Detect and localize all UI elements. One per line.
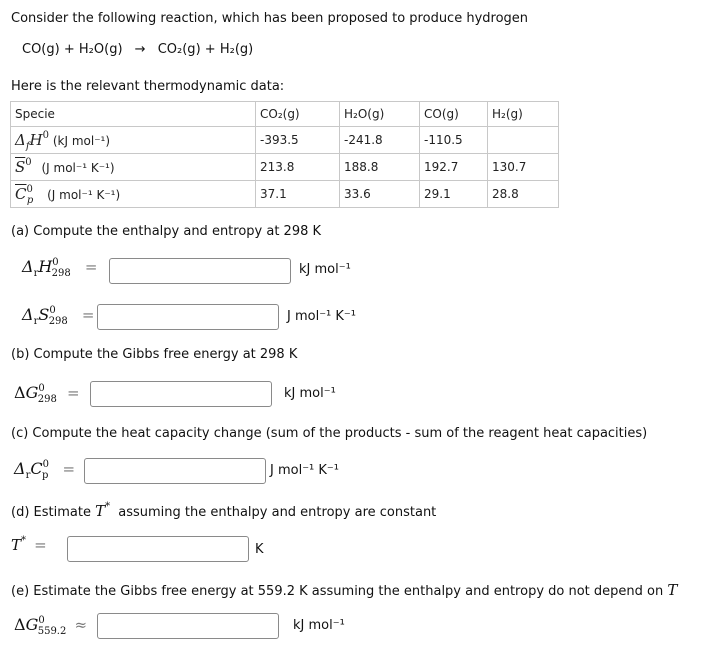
table-cell: -110.5 (420, 127, 488, 154)
entropy-symbol: $\Delta_rS^0_{298}$ = (22, 305, 95, 327)
table-cell: -241.8 (340, 127, 420, 154)
table-cell: 188.8 (340, 154, 420, 181)
table-cell: 37.1 (256, 181, 340, 208)
product-h2: H₂(g) (219, 42, 254, 57)
heat-capacity-input[interactable] (84, 458, 266, 484)
row-label-enthalpy: $\Delta_fH^0$ (kJ mol⁻¹) (11, 127, 256, 154)
part-e-text-body: (e) Estimate the Gibbs free energy at 559.2 K assuming the enthalpy and entropy do not depend on (11, 584, 664, 599)
part-b-text: (b) Compute the Gibbs free energy at 298 K (11, 347, 298, 362)
gibbs-559-symbol: $\Delta G^0_{559.2}$ ≈ (14, 615, 88, 637)
t-star-symbol: T* = (11, 535, 47, 554)
intro-text: Consider the following reaction, which has been proposed to produce hydrogen (11, 11, 529, 26)
enthalpy-input[interactable] (109, 258, 291, 284)
table-cell: 28.8 (488, 181, 559, 208)
heat-capacity-unit: J mol⁻¹ K⁻¹ (270, 463, 339, 478)
table-cell: 130.7 (488, 154, 559, 181)
entropy-input[interactable] (97, 304, 279, 330)
heat-capacity-symbol: $\Delta_rC^0_p$ = (14, 459, 76, 481)
table-header-row (11, 102, 559, 127)
reactant-co: CO(g) (22, 42, 60, 57)
plus-sign: + (204, 42, 216, 57)
part-d-text-pre: (d) Estimate (11, 505, 91, 520)
table-row (11, 181, 559, 208)
table-row (11, 154, 559, 181)
table-header-cell: CO₂(g) (256, 102, 340, 127)
part-d-text: (d) Estimate T* assuming the enthalpy and entropy are constant (11, 501, 437, 520)
part-d-text-post: assuming the enthalpy and entropy are constant (118, 505, 437, 520)
t-star-input[interactable] (67, 536, 249, 562)
table-cell: -393.5 (256, 127, 340, 154)
gibbs-298-input[interactable] (90, 381, 272, 407)
table-row (11, 127, 559, 154)
enthalpy-unit: kJ mol⁻¹ (299, 262, 351, 277)
enthalpy-symbol: $\Delta_rH^0_{298}$ = (22, 257, 98, 279)
table-cell: 192.7 (420, 154, 488, 181)
data-intro: Here is the relevant thermodynamic data: (11, 79, 285, 94)
table-cell: 213.8 (256, 154, 340, 181)
part-a-text: (a) Compute the enthalpy and entropy at 298 K (11, 224, 322, 239)
row-label-heat-capacity: $\overline{C}^0_p$ (J mol⁻¹ K⁻¹) (11, 181, 256, 208)
part-e-text: (e) Estimate the Gibbs free energy at 559.2 K assuming the enthalpy and entropy do not depend on T (11, 581, 678, 599)
row-label-unit: (J mol⁻¹ K⁻¹) (47, 188, 121, 202)
gibbs-559-unit: kJ mol⁻¹ (293, 618, 345, 633)
table-header-cell: Specie (11, 102, 256, 127)
plus-sign: + (63, 42, 75, 57)
row-label-entropy: $\overline{S}^0$ (J mol⁻¹ K⁻¹) (11, 154, 256, 181)
table-header-cell: CO(g) (420, 102, 488, 127)
table-cell: 29.1 (420, 181, 488, 208)
table-cell: 33.6 (340, 181, 420, 208)
row-label-unit: (J mol⁻¹ K⁻¹) (41, 161, 115, 175)
part-c-text: (c) Compute the heat capacity change (sum of the products - sum of the reagent heat capacities) (11, 426, 648, 441)
t-star-unit: K (255, 542, 264, 557)
product-co2: CO₂(g) (157, 42, 201, 57)
thermo-data-table (10, 101, 559, 208)
table-cell (488, 127, 559, 154)
reactant-h2o: H₂O(g) (78, 42, 123, 57)
gibbs-symbol: $\Delta G^0_{298}$ = (14, 383, 80, 405)
table-header-cell: H₂(g) (488, 102, 559, 127)
arrow-icon: → (134, 42, 146, 57)
entropy-unit: J mol⁻¹ K⁻¹ (287, 309, 356, 324)
row-label-unit: (kJ mol⁻¹) (52, 134, 111, 148)
reaction-equation (22, 42, 253, 57)
gibbs-298-unit: kJ mol⁻¹ (284, 386, 336, 401)
gibbs-559-input[interactable] (97, 613, 279, 639)
table-header-cell: H₂O(g) (340, 102, 420, 127)
